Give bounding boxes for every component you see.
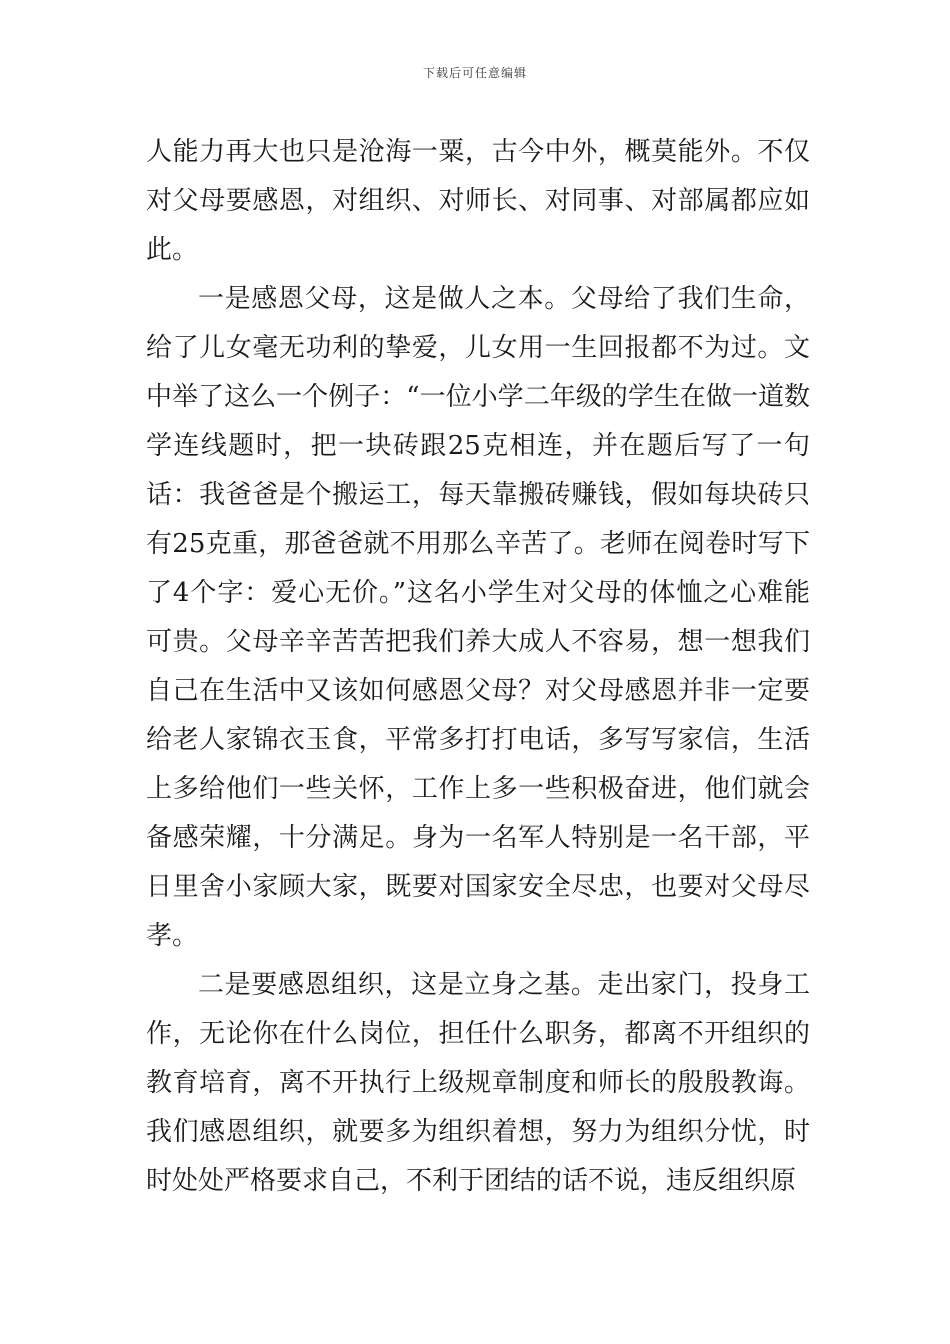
paragraph-gratitude-parents: 一是感恩父母，这是做人之本。父母给了我们生命，给了儿女毫无功利的挚爱，儿女用一生回报都不为过。文中举了这么一个例子：“一位小学二年级的学生在做一道数学连线题时，把一块砖跟25克相连，并在题后写了一句话：我爸爸是个搬运工，每天靠搬砖赚钱，假如每块砖只有25克重，那爸爸就不用那么辛苦了。老师在阅卷时写下了4个字：爱心无价。”这名小学生对父母的体恤之心难能可贵。父母辛辛苦苦把我们养大成人不容易，想一想我们自己在生活中又该如何感恩父母？对父母感恩并非一定要给老人家锦衣玉食，平常多打打电话，多写写家信，生活上多给他们一些关怀，工作上多一些积极奋进，他们就会备感荣耀，十分满足。身为一名军人特别是一名干部，平日里舍小家顾大家，既要对国家安全尽忠，也要对父母尽孝。 <box>146 284 810 951</box>
document-body <box>146 128 810 1206</box>
paragraph-gratitude-organization: 二是要感恩组织，这是立身之基。走出家门，投身工作，无论你在什么岗位，担任什么职务，都离不开组织的教育培育，离不开执行上级规章制度和师长的殷殷教诲。我们感恩组织，就要多为组织着想，努力为组织分忧，时时处处严格要求自己，不利于团结的话不说，违反组织原 <box>146 970 810 1196</box>
paragraph-intro: 人能力再大也只是沧海一粟，古今中外，概莫能外。不仅对父母要感恩，对组织、对师长、对同事、对部属都应如此。 <box>146 137 810 265</box>
page-header: 下载后可任意编辑 <box>422 66 527 80</box>
